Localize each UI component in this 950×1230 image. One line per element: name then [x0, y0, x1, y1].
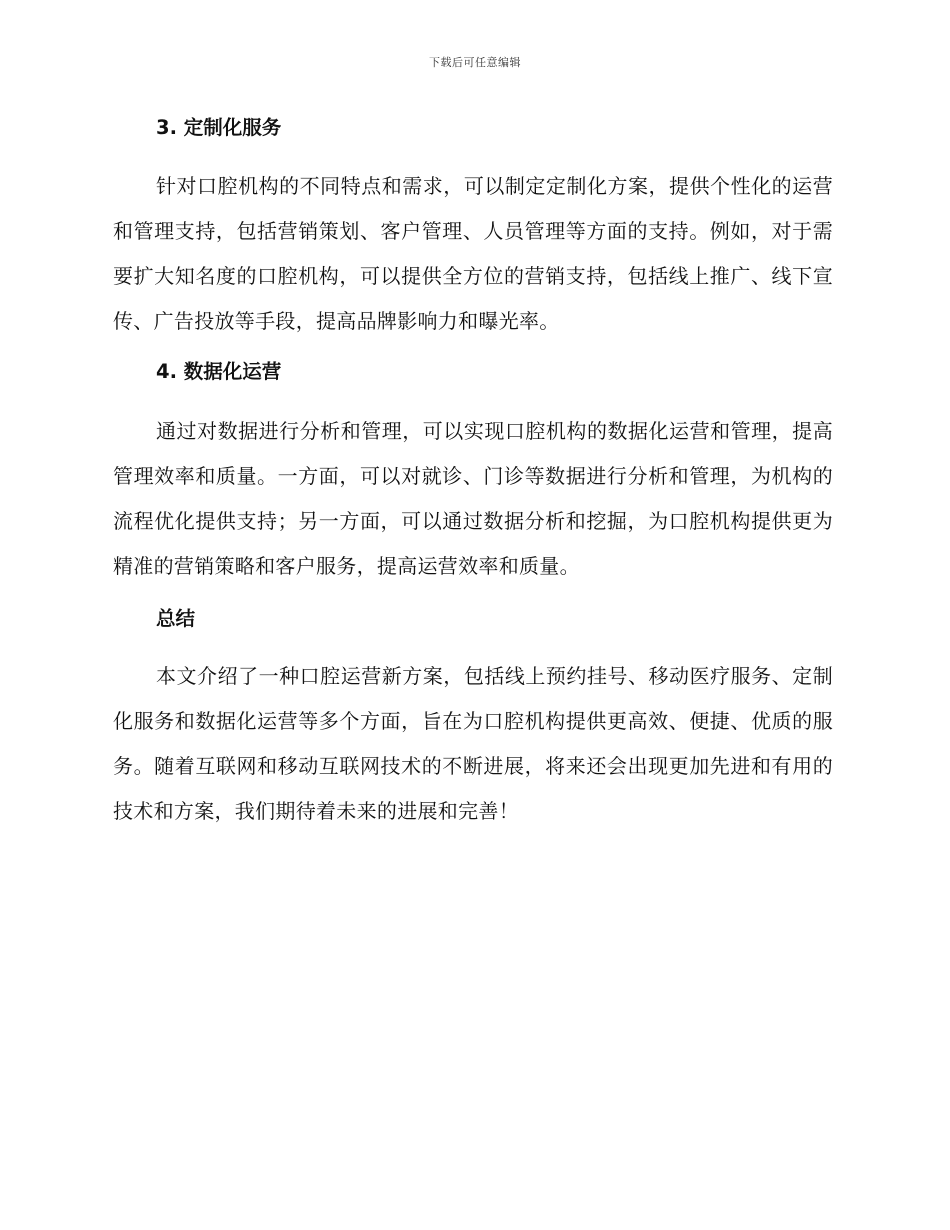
section-paragraph-data-operation: 通过对数据进行分析和管理，可以实现口腔机构的数据化运营和管理，提高管理效率和质量。一方面，可以对就诊、门诊等数据进行分析和管理，为机构的流程优化提供支持；另一方面，可以通过数据分析和挖掘，为口腔机构提供更为精准的营销策略和客户服务，提高运营效率和质量。: [113, 419, 833, 578]
section-heading-summary: 总结: [156, 607, 196, 630]
section-heading-data-operation: 4. 数据化运营: [156, 360, 282, 383]
section-heading-customized-service: 3. 定制化服务: [156, 116, 282, 139]
header-note: 下载后可任意编辑: [429, 56, 521, 69]
section-paragraph-customized-service: 针对口腔机构的不同特点和需求，可以制定定制化方案，提供个性化的运营和管理支持，包括营销策划、客户管理、人员管理等方面的支持。例如，对于需要扩大知名度的口腔机构，可以提供全方位的营销支持，包括线上推广、线下宣传、广告投放等手段，提高品牌影响力和曝光率。: [113, 174, 833, 333]
document-body: [113, 108, 833, 834]
section-paragraph-summary: 本文介绍了一种口腔运营新方案，包括线上预约挂号、移动医疗服务、定制化服务和数据化运营等多个方面，旨在为口腔机构提供更高效、便捷、优质的服务。随着互联网和移动互联网技术的不断进展，将来还会出现更加先进和有用的技术和方案，我们期待着未来的进展和完善！: [113, 664, 833, 823]
